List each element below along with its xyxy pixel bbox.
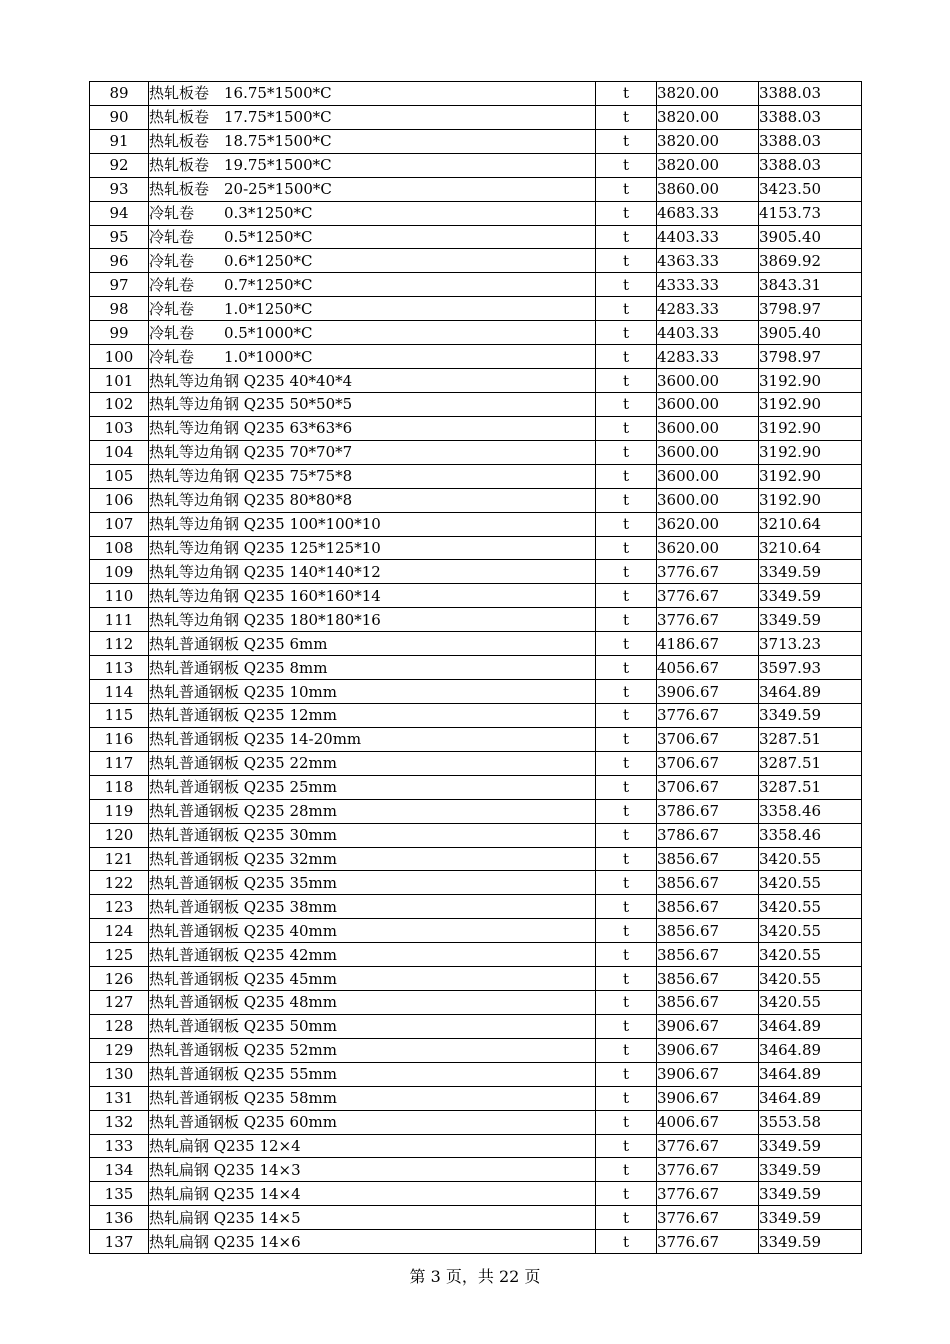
table-row [90, 727, 862, 751]
table-row [90, 297, 862, 321]
price-cell: 4403.33 [657, 225, 759, 249]
price-cell: 3786.67 [657, 799, 759, 823]
item-name-cell: 冷轧卷 0.6*1250*C [149, 249, 596, 273]
price-cell: 3906.67 [657, 680, 759, 704]
item-number-cell: 134 [90, 1158, 149, 1182]
price-cell: 3906.67 [657, 1062, 759, 1086]
price-cell: 3820.00 [657, 82, 759, 106]
unit-cell: t [596, 440, 657, 464]
item-number-cell: 99 [90, 321, 149, 345]
price-excl-tax-cell: 3869.92 [759, 249, 862, 273]
price-excl-tax-cell: 3905.40 [759, 225, 862, 249]
unit-cell: t [596, 823, 657, 847]
item-number-cell: 129 [90, 1038, 149, 1062]
price-excl-tax-cell: 3388.03 [759, 82, 862, 106]
item-number-cell: 109 [90, 560, 149, 584]
table-row [90, 895, 862, 919]
unit-cell: t [596, 703, 657, 727]
price-cell: 3820.00 [657, 129, 759, 153]
unit-cell: t [596, 1206, 657, 1230]
item-name-cell: 热轧等边角钢 Q235 160*160*14 [149, 584, 596, 608]
item-number-cell: 115 [90, 703, 149, 727]
table-row [90, 1086, 862, 1110]
item-name-cell: 热轧普通钢板 Q235 22mm [149, 751, 596, 775]
price-excl-tax-cell: 3420.55 [759, 895, 862, 919]
price-excl-tax-cell: 3464.89 [759, 680, 862, 704]
item-name-cell: 热轧等边角钢 Q235 63*63*6 [149, 416, 596, 440]
item-number-cell: 126 [90, 967, 149, 991]
table-row [90, 751, 862, 775]
price-excl-tax-cell: 3420.55 [759, 847, 862, 871]
unit-cell: t [596, 560, 657, 584]
price-excl-tax-cell: 4153.73 [759, 201, 862, 225]
item-number-cell: 101 [90, 369, 149, 393]
unit-cell: t [596, 847, 657, 871]
table-row [90, 823, 862, 847]
unit-cell: t [596, 321, 657, 345]
unit-cell: t [596, 991, 657, 1015]
item-name-cell: 冷轧卷 1.0*1250*C [149, 297, 596, 321]
price-excl-tax-cell: 3349.59 [759, 1206, 862, 1230]
price-cell: 3600.00 [657, 488, 759, 512]
table-row [90, 536, 862, 560]
item-name-cell: 热轧普通钢板 Q235 48mm [149, 991, 596, 1015]
unit-cell: t [596, 727, 657, 751]
item-name-cell: 热轧等边角钢 Q235 40*40*4 [149, 369, 596, 393]
price-cell: 3600.00 [657, 440, 759, 464]
price-excl-tax-cell: 3287.51 [759, 751, 862, 775]
item-name-cell: 热轧普通钢板 Q235 40mm [149, 919, 596, 943]
unit-cell: t [596, 177, 657, 201]
unit-cell: t [596, 1014, 657, 1038]
item-number-cell: 112 [90, 632, 149, 656]
price-cell: 3776.67 [657, 1134, 759, 1158]
price-excl-tax-cell: 3420.55 [759, 871, 862, 895]
item-name-cell: 热轧等边角钢 Q235 50*50*5 [149, 392, 596, 416]
table-row [90, 512, 862, 536]
price-cell: 3776.67 [657, 1158, 759, 1182]
item-number-cell: 116 [90, 727, 149, 751]
table-row [90, 871, 862, 895]
price-excl-tax-cell: 3192.90 [759, 416, 862, 440]
table-row [90, 680, 862, 704]
price-cell: 3856.67 [657, 967, 759, 991]
item-name-cell: 热轧普通钢板 Q235 38mm [149, 895, 596, 919]
table-row [90, 392, 862, 416]
price-cell: 4333.33 [657, 273, 759, 297]
price-excl-tax-cell: 3349.59 [759, 584, 862, 608]
item-number-cell: 103 [90, 416, 149, 440]
item-number-cell: 91 [90, 129, 149, 153]
unit-cell: t [596, 512, 657, 536]
price-cell: 4186.67 [657, 632, 759, 656]
price-excl-tax-cell: 3349.59 [759, 1182, 862, 1206]
table-row [90, 153, 862, 177]
price-excl-tax-cell: 3192.90 [759, 488, 862, 512]
item-number-cell: 137 [90, 1230, 149, 1254]
item-number-cell: 131 [90, 1086, 149, 1110]
item-name-cell: 冷轧卷 0.7*1250*C [149, 273, 596, 297]
unit-cell: t [596, 1062, 657, 1086]
price-cell: 3776.67 [657, 1206, 759, 1230]
item-number-cell: 96 [90, 249, 149, 273]
price-cell: 4403.33 [657, 321, 759, 345]
item-number-cell: 94 [90, 201, 149, 225]
table-row [90, 1014, 862, 1038]
page-number-text: 第 3 页，共 22 页 [409, 1267, 541, 1286]
item-name-cell: 热轧普通钢板 Q235 12mm [149, 703, 596, 727]
table-row [90, 249, 862, 273]
item-number-cell: 93 [90, 177, 149, 201]
price-cell: 4683.33 [657, 201, 759, 225]
unit-cell: t [596, 919, 657, 943]
table-row [90, 177, 862, 201]
price-excl-tax-cell: 3464.89 [759, 1014, 862, 1038]
item-name-cell: 热轧普通钢板 Q235 28mm [149, 799, 596, 823]
unit-cell: t [596, 1110, 657, 1134]
unit-cell: t [596, 1182, 657, 1206]
price-cell: 3776.67 [657, 1182, 759, 1206]
item-number-cell: 105 [90, 464, 149, 488]
unit-cell: t [596, 464, 657, 488]
table-row [90, 273, 862, 297]
unit-cell: t [596, 153, 657, 177]
item-number-cell: 136 [90, 1206, 149, 1230]
price-excl-tax-cell: 3798.97 [759, 345, 862, 369]
price-excl-tax-cell: 3420.55 [759, 943, 862, 967]
unit-cell: t [596, 416, 657, 440]
table-row [90, 991, 862, 1015]
unit-cell: t [596, 1134, 657, 1158]
table-row [90, 440, 862, 464]
price-excl-tax-cell: 3905.40 [759, 321, 862, 345]
item-name-cell: 热轧普通钢板 Q235 60mm [149, 1110, 596, 1134]
price-cell: 4006.67 [657, 1110, 759, 1134]
item-name-cell: 热轧板卷 20-25*1500*C [149, 177, 596, 201]
price-cell: 3856.67 [657, 895, 759, 919]
item-name-cell: 热轧板卷 19.75*1500*C [149, 153, 596, 177]
unit-cell: t [596, 751, 657, 775]
table-row [90, 1230, 862, 1254]
table-row [90, 129, 862, 153]
price-cell: 3600.00 [657, 369, 759, 393]
price-excl-tax-cell: 3349.59 [759, 608, 862, 632]
price-cell: 4283.33 [657, 345, 759, 369]
price-excl-tax-cell: 3210.64 [759, 536, 862, 560]
unit-cell: t [596, 225, 657, 249]
unit-cell: t [596, 1230, 657, 1254]
price-cell: 3856.67 [657, 943, 759, 967]
unit-cell: t [596, 201, 657, 225]
price-excl-tax-cell: 3349.59 [759, 1158, 862, 1182]
price-excl-tax-cell: 3192.90 [759, 369, 862, 393]
price-excl-tax-cell: 3420.55 [759, 991, 862, 1015]
table-row [90, 608, 862, 632]
item-name-cell: 热轧等边角钢 Q235 140*140*12 [149, 560, 596, 584]
price-excl-tax-cell: 3420.55 [759, 919, 862, 943]
item-name-cell: 热轧普通钢板 Q235 50mm [149, 1014, 596, 1038]
price-cell: 3600.00 [657, 416, 759, 440]
item-number-cell: 124 [90, 919, 149, 943]
price-excl-tax-cell: 3349.59 [759, 560, 862, 584]
page-footer [0, 1264, 950, 1287]
price-cell: 3856.67 [657, 847, 759, 871]
item-number-cell: 100 [90, 345, 149, 369]
unit-cell: t [596, 273, 657, 297]
price-cell: 3776.67 [657, 703, 759, 727]
table-row [90, 847, 862, 871]
item-number-cell: 89 [90, 82, 149, 106]
item-number-cell: 120 [90, 823, 149, 847]
item-number-cell: 132 [90, 1110, 149, 1134]
unit-cell: t [596, 1158, 657, 1182]
price-cell: 3906.67 [657, 1014, 759, 1038]
item-number-cell: 108 [90, 536, 149, 560]
price-excl-tax-cell: 3358.46 [759, 799, 862, 823]
unit-cell: t [596, 1086, 657, 1110]
unit-cell: t [596, 129, 657, 153]
item-name-cell: 热轧普通钢板 Q235 45mm [149, 967, 596, 991]
unit-cell: t [596, 249, 657, 273]
item-name-cell: 热轧板卷 18.75*1500*C [149, 129, 596, 153]
unit-cell: t [596, 369, 657, 393]
item-number-cell: 135 [90, 1182, 149, 1206]
price-cell: 4363.33 [657, 249, 759, 273]
item-number-cell: 125 [90, 943, 149, 967]
price-excl-tax-cell: 3553.58 [759, 1110, 862, 1134]
item-name-cell: 热轧普通钢板 Q235 14-20mm [149, 727, 596, 751]
table-row [90, 967, 862, 991]
price-cell: 3600.00 [657, 392, 759, 416]
table-row [90, 82, 862, 106]
price-table [89, 81, 862, 1254]
item-name-cell: 热轧等边角钢 Q235 70*70*7 [149, 440, 596, 464]
table-row [90, 632, 862, 656]
price-cell: 3706.67 [657, 727, 759, 751]
item-number-cell: 114 [90, 680, 149, 704]
unit-cell: t [596, 297, 657, 321]
unit-cell: t [596, 82, 657, 106]
item-name-cell: 冷轧卷 1.0*1000*C [149, 345, 596, 369]
price-cell: 3600.00 [657, 464, 759, 488]
table-row [90, 1110, 862, 1134]
item-number-cell: 104 [90, 440, 149, 464]
table-row [90, 1206, 862, 1230]
item-name-cell: 热轧等边角钢 Q235 80*80*8 [149, 488, 596, 512]
item-number-cell: 117 [90, 751, 149, 775]
item-name-cell: 冷轧卷 0.5*1250*C [149, 225, 596, 249]
unit-cell: t [596, 536, 657, 560]
price-excl-tax-cell: 3423.50 [759, 177, 862, 201]
item-name-cell: 热轧普通钢板 Q235 6mm [149, 632, 596, 656]
price-cell: 3786.67 [657, 823, 759, 847]
table-row [90, 225, 862, 249]
unit-cell: t [596, 656, 657, 680]
item-number-cell: 113 [90, 656, 149, 680]
price-cell: 3856.67 [657, 919, 759, 943]
item-name-cell: 热轧扁钢 Q235 14×5 [149, 1206, 596, 1230]
table-row [90, 1158, 862, 1182]
price-excl-tax-cell: 3843.31 [759, 273, 862, 297]
item-name-cell: 热轧普通钢板 Q235 52mm [149, 1038, 596, 1062]
item-number-cell: 95 [90, 225, 149, 249]
table-row [90, 1134, 862, 1158]
table-row [90, 345, 862, 369]
price-excl-tax-cell: 3349.59 [759, 703, 862, 727]
item-name-cell: 热轧扁钢 Q235 14×4 [149, 1182, 596, 1206]
table-row [90, 464, 862, 488]
item-name-cell: 热轧普通钢板 Q235 42mm [149, 943, 596, 967]
price-cell: 3820.00 [657, 105, 759, 129]
price-cell: 3706.67 [657, 775, 759, 799]
price-cell: 3906.67 [657, 1038, 759, 1062]
price-excl-tax-cell: 3358.46 [759, 823, 862, 847]
price-excl-tax-cell: 3349.59 [759, 1134, 862, 1158]
price-excl-tax-cell: 3287.51 [759, 775, 862, 799]
table-row [90, 105, 862, 129]
table-row [90, 584, 862, 608]
unit-cell: t [596, 943, 657, 967]
price-cell: 3776.67 [657, 1230, 759, 1254]
price-cell: 4056.67 [657, 656, 759, 680]
item-number-cell: 128 [90, 1014, 149, 1038]
price-excl-tax-cell: 3192.90 [759, 392, 862, 416]
unit-cell: t [596, 584, 657, 608]
price-excl-tax-cell: 3464.89 [759, 1062, 862, 1086]
item-name-cell: 冷轧卷 0.5*1000*C [149, 321, 596, 345]
price-excl-tax-cell: 3192.90 [759, 440, 862, 464]
price-excl-tax-cell: 3713.23 [759, 632, 862, 656]
price-excl-tax-cell: 3798.97 [759, 297, 862, 321]
price-excl-tax-cell: 3192.90 [759, 464, 862, 488]
price-excl-tax-cell: 3420.55 [759, 967, 862, 991]
unit-cell: t [596, 895, 657, 919]
item-number-cell: 106 [90, 488, 149, 512]
unit-cell: t [596, 775, 657, 799]
item-number-cell: 122 [90, 871, 149, 895]
item-name-cell: 热轧等边角钢 Q235 100*100*10 [149, 512, 596, 536]
item-name-cell: 热轧普通钢板 Q235 25mm [149, 775, 596, 799]
table-row [90, 1062, 862, 1086]
unit-cell: t [596, 488, 657, 512]
price-cell: 3620.00 [657, 512, 759, 536]
price-cell: 3620.00 [657, 536, 759, 560]
table-row [90, 1182, 862, 1206]
item-name-cell: 热轧普通钢板 Q235 58mm [149, 1086, 596, 1110]
price-cell: 3856.67 [657, 871, 759, 895]
price-excl-tax-cell: 3388.03 [759, 129, 862, 153]
item-number-cell: 102 [90, 392, 149, 416]
price-excl-tax-cell: 3464.89 [759, 1038, 862, 1062]
price-cell: 3856.67 [657, 991, 759, 1015]
item-number-cell: 98 [90, 297, 149, 321]
table-row [90, 799, 862, 823]
item-name-cell: 热轧普通钢板 Q235 30mm [149, 823, 596, 847]
table-row [90, 201, 862, 225]
price-cell: 3706.67 [657, 751, 759, 775]
price-excl-tax-cell: 3287.51 [759, 727, 862, 751]
item-name-cell: 热轧普通钢板 Q235 35mm [149, 871, 596, 895]
item-name-cell: 热轧扁钢 Q235 14×6 [149, 1230, 596, 1254]
price-cell: 3776.67 [657, 608, 759, 632]
item-name-cell: 热轧等边角钢 Q235 180*180*16 [149, 608, 596, 632]
item-name-cell: 热轧扁钢 Q235 14×3 [149, 1158, 596, 1182]
table-row [90, 943, 862, 967]
table-row [90, 369, 862, 393]
item-number-cell: 133 [90, 1134, 149, 1158]
item-name-cell: 热轧普通钢板 Q235 55mm [149, 1062, 596, 1086]
item-name-cell: 热轧普通钢板 Q235 32mm [149, 847, 596, 871]
unit-cell: t [596, 345, 657, 369]
table-row [90, 416, 862, 440]
table-row [90, 703, 862, 727]
table-row [90, 1038, 862, 1062]
unit-cell: t [596, 105, 657, 129]
price-excl-tax-cell: 3388.03 [759, 153, 862, 177]
item-name-cell: 热轧普通钢板 Q235 10mm [149, 680, 596, 704]
price-table-body [90, 82, 862, 1254]
item-name-cell: 冷轧卷 0.3*1250*C [149, 201, 596, 225]
price-cell: 3776.67 [657, 560, 759, 584]
item-number-cell: 127 [90, 991, 149, 1015]
unit-cell: t [596, 871, 657, 895]
unit-cell: t [596, 392, 657, 416]
item-name-cell: 热轧板卷 16.75*1500*C [149, 82, 596, 106]
unit-cell: t [596, 680, 657, 704]
item-number-cell: 107 [90, 512, 149, 536]
unit-cell: t [596, 967, 657, 991]
table-row [90, 321, 862, 345]
item-number-cell: 97 [90, 273, 149, 297]
price-cell: 3776.67 [657, 584, 759, 608]
unit-cell: t [596, 1038, 657, 1062]
table-row [90, 919, 862, 943]
table-row [90, 488, 862, 512]
item-number-cell: 118 [90, 775, 149, 799]
table-row [90, 656, 862, 680]
table-row [90, 775, 862, 799]
item-number-cell: 123 [90, 895, 149, 919]
price-excl-tax-cell: 3388.03 [759, 105, 862, 129]
item-number-cell: 119 [90, 799, 149, 823]
item-name-cell: 热轧板卷 17.75*1500*C [149, 105, 596, 129]
table-row [90, 560, 862, 584]
item-number-cell: 92 [90, 153, 149, 177]
price-cell: 3820.00 [657, 153, 759, 177]
item-name-cell: 热轧等边角钢 Q235 125*125*10 [149, 536, 596, 560]
price-excl-tax-cell: 3349.59 [759, 1230, 862, 1254]
price-excl-tax-cell: 3464.89 [759, 1086, 862, 1110]
price-excl-tax-cell: 3210.64 [759, 512, 862, 536]
unit-cell: t [596, 608, 657, 632]
item-name-cell: 热轧等边角钢 Q235 75*75*8 [149, 464, 596, 488]
price-cell: 4283.33 [657, 297, 759, 321]
price-excl-tax-cell: 3597.93 [759, 656, 862, 680]
item-name-cell: 热轧扁钢 Q235 12×4 [149, 1134, 596, 1158]
unit-cell: t [596, 799, 657, 823]
item-number-cell: 90 [90, 105, 149, 129]
unit-cell: t [596, 632, 657, 656]
item-number-cell: 110 [90, 584, 149, 608]
price-cell: 3906.67 [657, 1086, 759, 1110]
item-name-cell: 热轧普通钢板 Q235 8mm [149, 656, 596, 680]
item-number-cell: 130 [90, 1062, 149, 1086]
price-cell: 3860.00 [657, 177, 759, 201]
item-number-cell: 111 [90, 608, 149, 632]
item-number-cell: 121 [90, 847, 149, 871]
